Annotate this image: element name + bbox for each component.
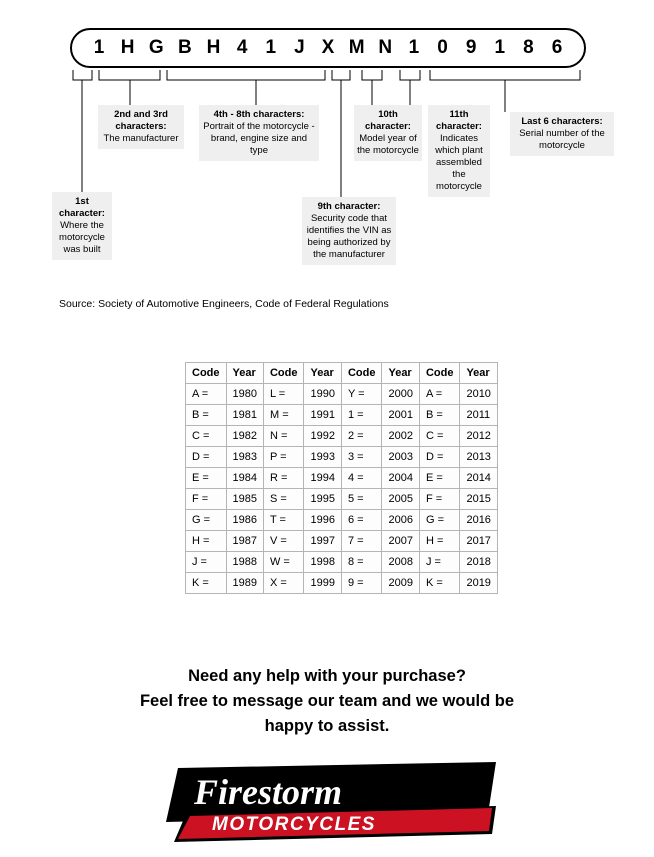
table-row xyxy=(186,510,498,531)
header-year-3: Year xyxy=(382,363,419,384)
table-row xyxy=(186,447,498,468)
cell-code: A = xyxy=(186,384,227,405)
cell-code: G = xyxy=(419,510,460,531)
cell-year: 1987 xyxy=(226,531,263,552)
cell-year: 2000 xyxy=(382,384,419,405)
cell-code: C = xyxy=(186,426,227,447)
cell-year: 1996 xyxy=(304,510,341,531)
callout-first-character xyxy=(52,192,112,260)
cell-code: C = xyxy=(419,426,460,447)
cell-year: 2013 xyxy=(460,447,497,468)
cell-year: 2017 xyxy=(460,531,497,552)
cell-year: 1990 xyxy=(304,384,341,405)
cell-code: T = xyxy=(263,510,304,531)
cell-year: 1994 xyxy=(304,468,341,489)
cell-code: D = xyxy=(186,447,227,468)
cell-code: W = xyxy=(263,552,304,573)
callout-serial-number-title: Last 6 characters: xyxy=(521,116,603,127)
cell-year: 2018 xyxy=(460,552,497,573)
firestorm-motorcycles-logo xyxy=(166,762,496,844)
vin-char-1: 1 xyxy=(93,37,105,58)
cell-year: 1991 xyxy=(304,405,341,426)
cell-year: 2001 xyxy=(382,405,419,426)
table-row xyxy=(186,426,498,447)
callout-model-year xyxy=(354,105,422,161)
callout-first-character-title: 1st character: xyxy=(59,196,105,219)
cell-year: 1980 xyxy=(226,384,263,405)
vin-char-10: M xyxy=(348,37,365,58)
cell-year: 1988 xyxy=(226,552,263,573)
callout-manufacturer-body: The manufacturer xyxy=(103,133,179,144)
cell-year: 2019 xyxy=(460,573,497,594)
callout-portrait-body: Portrait of the motorcycle - brand, engine size and type xyxy=(203,121,315,156)
vin-char-17: 6 xyxy=(551,37,563,58)
cell-code: 8 = xyxy=(341,552,382,573)
cell-year: 2006 xyxy=(382,510,419,531)
cell-code: F = xyxy=(186,489,227,510)
cell-year: 1984 xyxy=(226,468,263,489)
callout-portrait xyxy=(199,105,319,161)
cell-code: 4 = xyxy=(341,468,382,489)
cell-code: J = xyxy=(186,552,227,573)
cell-year: 2015 xyxy=(460,489,497,510)
logo-secondary-text: MOTORCYCLES xyxy=(212,814,376,835)
cell-code: R = xyxy=(263,468,304,489)
cell-year: 1999 xyxy=(304,573,341,594)
callout-security-code-title: 9th character: xyxy=(317,201,381,212)
cell-code: S = xyxy=(263,489,304,510)
callout-first-character-body: Where the motorcycle was built xyxy=(59,220,105,255)
vin-char-3: G xyxy=(148,37,164,58)
cell-code: J = xyxy=(419,552,460,573)
vin-diagram xyxy=(0,0,654,300)
cell-code: D = xyxy=(419,447,460,468)
header-year-1: Year xyxy=(226,363,263,384)
vin-char-7: 1 xyxy=(265,37,277,58)
callout-plant-title: 11th character: xyxy=(436,109,482,132)
table-row xyxy=(186,573,498,594)
cell-year: 2007 xyxy=(382,531,419,552)
table-row xyxy=(186,384,498,405)
cell-year: 2008 xyxy=(382,552,419,573)
cell-code: 9 = xyxy=(341,573,382,594)
cell-code: Y = xyxy=(341,384,382,405)
vin-char-9: X xyxy=(321,37,335,58)
cell-code: G = xyxy=(186,510,227,531)
header-code-3: Code xyxy=(341,363,382,384)
vin-character-bar xyxy=(70,28,586,68)
cell-code: P = xyxy=(263,447,304,468)
cell-year: 2010 xyxy=(460,384,497,405)
vin-char-12: 1 xyxy=(408,37,420,58)
help-line-3: happy to assist. xyxy=(264,717,390,735)
callout-model-year-body: Model year of the motorcycle xyxy=(357,133,419,156)
cell-year: 2009 xyxy=(382,573,419,594)
vin-char-2: H xyxy=(120,37,135,58)
table-row xyxy=(186,552,498,573)
help-line-2: Feel free to message our team and we would be xyxy=(139,692,515,710)
cell-code: K = xyxy=(419,573,460,594)
cell-year: 2004 xyxy=(382,468,419,489)
cell-year: 1992 xyxy=(304,426,341,447)
callout-portrait-title: 4th - 8th characters: xyxy=(213,109,305,120)
cell-code: 3 = xyxy=(341,447,382,468)
vin-char-8: J xyxy=(294,37,305,58)
logo-graphic xyxy=(166,762,496,844)
cell-code: 7 = xyxy=(341,531,382,552)
callout-model-year-title: 10th character: xyxy=(365,109,411,132)
cell-code: H = xyxy=(419,531,460,552)
year-code-table xyxy=(185,362,498,594)
cell-year: 1985 xyxy=(226,489,263,510)
cell-code: 6 = xyxy=(341,510,382,531)
logo-primary-text: Firestorm xyxy=(194,772,343,812)
cell-code: 5 = xyxy=(341,489,382,510)
cell-year: 1986 xyxy=(226,510,263,531)
year-code-table-wrapper xyxy=(185,362,498,594)
cell-year: 2002 xyxy=(382,426,419,447)
callout-plant xyxy=(428,105,490,197)
cell-year: 1998 xyxy=(304,552,341,573)
cell-code: L = xyxy=(263,384,304,405)
cell-year: 1995 xyxy=(304,489,341,510)
cell-code: B = xyxy=(186,405,227,426)
header-year-4: Year xyxy=(460,363,497,384)
table-row xyxy=(186,531,498,552)
cell-code: A = xyxy=(419,384,460,405)
cell-year: 1989 xyxy=(226,573,263,594)
header-code-2: Code xyxy=(263,363,304,384)
header-year-2: Year xyxy=(304,363,341,384)
callout-plant-body: Indicates which plant assembled the motorcycle xyxy=(435,133,483,192)
vin-char-16: 8 xyxy=(523,37,534,58)
cell-code: E = xyxy=(186,468,227,489)
cell-year: 2005 xyxy=(382,489,419,510)
callout-security-code-body: Security code that identifies the VIN as being authorized by the manufacturer xyxy=(306,213,392,260)
callout-manufacturer-title: 2nd and 3rd characters: xyxy=(114,109,168,132)
help-message xyxy=(0,664,654,739)
vin-char-14: 9 xyxy=(465,37,477,58)
cell-year: 2014 xyxy=(460,468,497,489)
cell-code: H = xyxy=(186,531,227,552)
callout-manufacturer xyxy=(98,105,184,149)
vin-char-13: 0 xyxy=(437,37,448,58)
vin-char-11: N xyxy=(378,37,393,58)
vin-char-15: 1 xyxy=(494,37,506,58)
header-code-4: Code xyxy=(419,363,460,384)
vin-char-4: B xyxy=(178,37,192,58)
help-line-1: Need any help with your purchase? xyxy=(188,667,466,685)
cell-year: 1997 xyxy=(304,531,341,552)
cell-code: X = xyxy=(263,573,304,594)
callout-security-code xyxy=(302,197,396,265)
header-code-1: Code xyxy=(186,363,227,384)
table-row xyxy=(186,468,498,489)
vin-char-5: H xyxy=(206,37,221,58)
cell-year: 2012 xyxy=(460,426,497,447)
cell-code: M = xyxy=(263,405,304,426)
cell-year: 1981 xyxy=(226,405,263,426)
callout-serial-number xyxy=(510,112,614,156)
cell-code: 1 = xyxy=(341,405,382,426)
cell-code: B = xyxy=(419,405,460,426)
cell-year: 1982 xyxy=(226,426,263,447)
cell-code: V = xyxy=(263,531,304,552)
source-note: Source: Society of Automotive Engineers, Code of Federal Regulations xyxy=(59,298,389,310)
table-row xyxy=(186,405,498,426)
callout-serial-number-body: Serial number of the motorcycle xyxy=(519,128,605,151)
cell-code: K = xyxy=(186,573,227,594)
cell-code: N = xyxy=(263,426,304,447)
table-row xyxy=(186,489,498,510)
cell-year: 2003 xyxy=(382,447,419,468)
vin-char-6: 4 xyxy=(236,37,248,58)
table-header-row xyxy=(186,363,498,384)
cell-year: 2011 xyxy=(460,405,497,426)
cell-code: E = xyxy=(419,468,460,489)
cell-year: 2016 xyxy=(460,510,497,531)
cell-code: F = xyxy=(419,489,460,510)
cell-code: 2 = xyxy=(341,426,382,447)
cell-year: 1983 xyxy=(226,447,263,468)
cell-year: 1993 xyxy=(304,447,341,468)
